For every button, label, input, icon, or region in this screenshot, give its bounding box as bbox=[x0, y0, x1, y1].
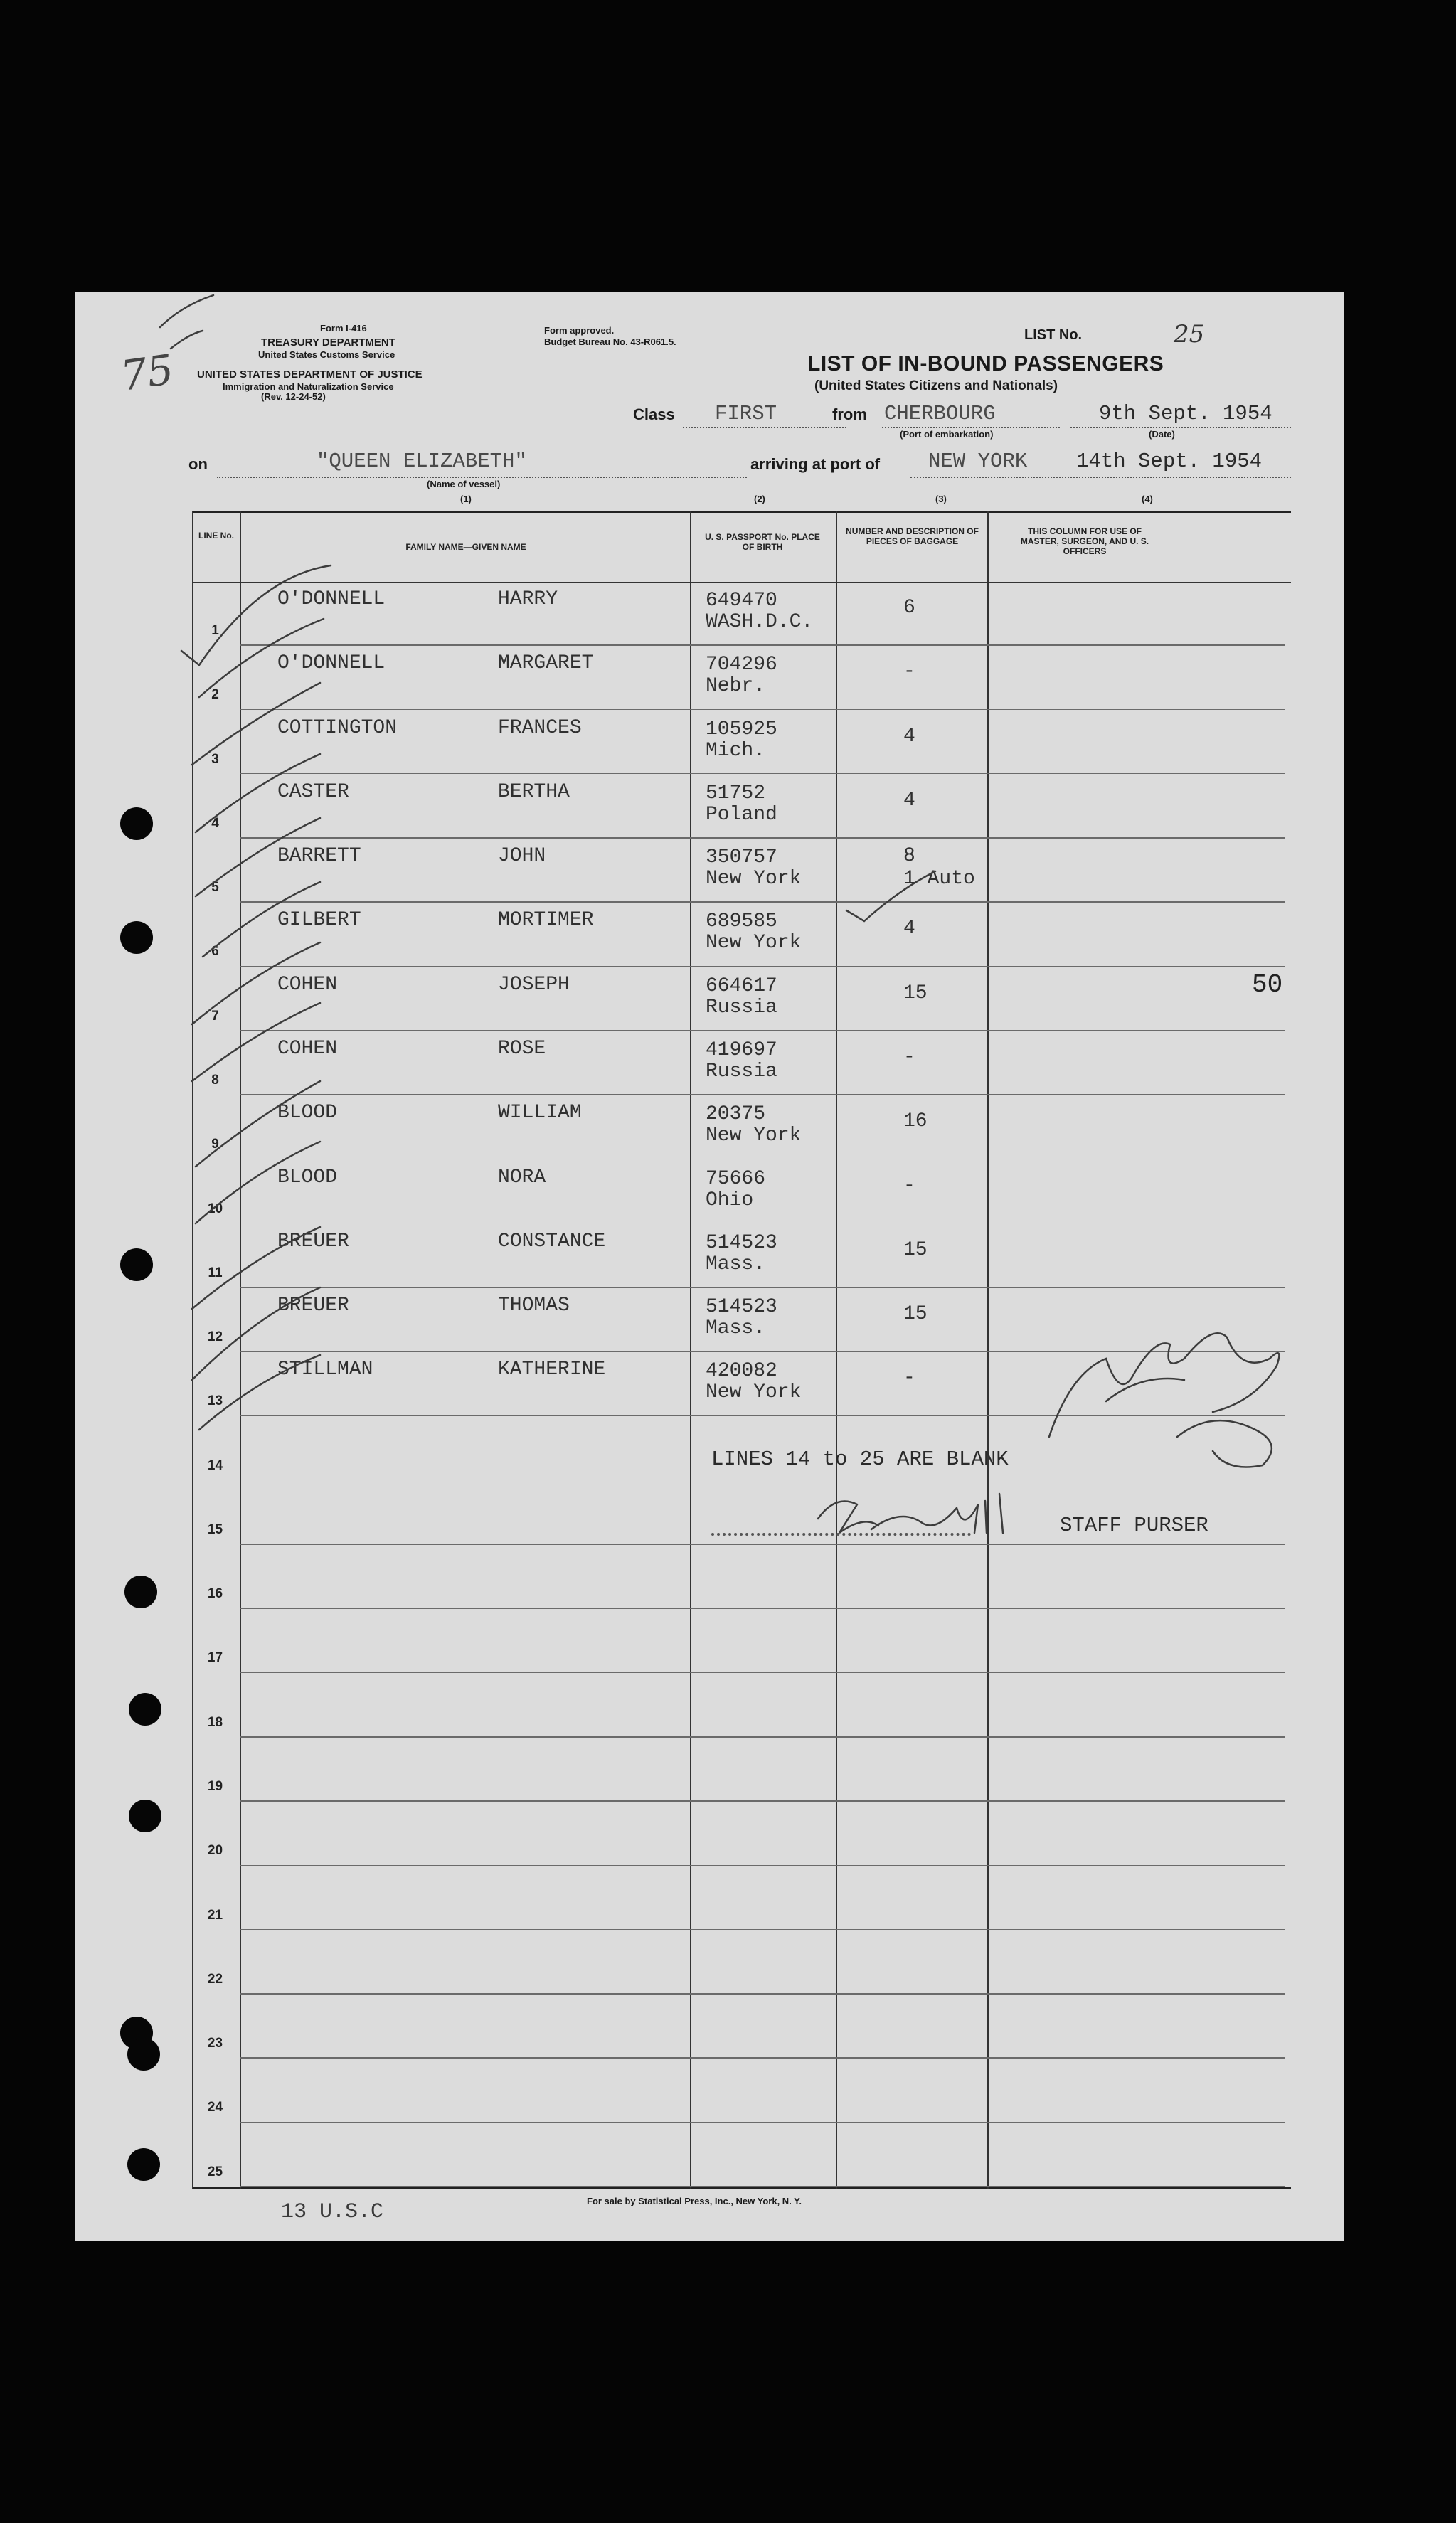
passport-number: 704296 bbox=[706, 654, 777, 676]
date-caption: (Date) bbox=[1149, 429, 1175, 440]
header-passport: U. S. PASSPORT No. PLACE OF BIRTH bbox=[705, 532, 820, 552]
line-number: 18 bbox=[207, 1714, 223, 1730]
check-mark bbox=[192, 1287, 320, 1380]
check-mark bbox=[192, 1003, 320, 1081]
line-number: 23 bbox=[207, 2036, 223, 2051]
baggage-count: 15 bbox=[903, 1238, 928, 1261]
baggage-count: 4 bbox=[903, 918, 915, 940]
class-value: FIRST bbox=[715, 402, 777, 425]
line-number: 2 bbox=[211, 687, 219, 703]
baggage-count: 4 bbox=[903, 725, 915, 748]
place-of-birth: Mass. bbox=[706, 1317, 766, 1340]
on-label: on bbox=[188, 455, 208, 473]
check-mark bbox=[181, 565, 331, 665]
family-name: COHEN bbox=[277, 973, 338, 996]
line-number: 7 bbox=[211, 1008, 219, 1024]
line-number: 8 bbox=[211, 1072, 219, 1088]
family-name: COHEN bbox=[277, 1037, 338, 1060]
baggage-count: 15 bbox=[903, 982, 928, 1004]
check-mark bbox=[199, 1355, 320, 1430]
line-number: 1 bbox=[211, 623, 219, 638]
column-number-3: (3) bbox=[935, 494, 947, 504]
place-of-birth: Mass. bbox=[706, 1253, 766, 1275]
check-mark bbox=[199, 619, 324, 697]
header-line-no: LINE No. bbox=[198, 531, 234, 541]
vessel-name: "QUEEN ELIZABETH" bbox=[317, 450, 527, 473]
family-name: BLOOD bbox=[277, 1102, 338, 1125]
check-mark bbox=[203, 882, 320, 957]
margin-mark: 75 bbox=[117, 345, 177, 400]
passport-number: 51752 bbox=[706, 782, 766, 804]
place-of-birth: New York bbox=[706, 1125, 802, 1147]
baggage-count: 16 bbox=[903, 1110, 928, 1133]
passport-number: 514523 bbox=[706, 1231, 777, 1254]
place-of-birth: New York bbox=[706, 868, 802, 891]
given-name: KATHERINE bbox=[498, 1359, 606, 1381]
passenger-list-form bbox=[75, 292, 1344, 2241]
form-subtitle: (United States Citizens and Nationals) bbox=[814, 378, 1058, 393]
treasury-dept: TREASURY DEPARTMENT bbox=[261, 336, 395, 349]
customs-service: United States Customs Service bbox=[258, 349, 395, 360]
line-number: 12 bbox=[207, 1329, 223, 1345]
passport-number: 514523 bbox=[706, 1296, 777, 1319]
header-name: FAMILY NAME—GIVEN NAME bbox=[405, 542, 526, 552]
family-name: BARRETT bbox=[277, 845, 361, 868]
family-name: CASTER bbox=[277, 780, 349, 803]
line-number: 24 bbox=[207, 2100, 223, 2115]
baggage-count: - bbox=[903, 661, 915, 684]
passport-number: 20375 bbox=[706, 1103, 766, 1126]
purser-signature bbox=[818, 1494, 1003, 1533]
line-number: 10 bbox=[207, 1201, 223, 1216]
line-number: 25 bbox=[207, 2164, 223, 2179]
passport-number: 105925 bbox=[706, 718, 777, 740]
list-number-label: LIST No. bbox=[1024, 327, 1083, 343]
check-mark bbox=[196, 1142, 320, 1223]
check-mark bbox=[846, 871, 935, 921]
line-number: 5 bbox=[211, 880, 219, 896]
budget-bureau: Budget Bureau No. 43-R061.5. bbox=[544, 336, 676, 347]
line-number: 4 bbox=[211, 815, 219, 831]
family-name: GILBERT bbox=[277, 909, 361, 932]
check-mark bbox=[196, 818, 320, 896]
doj-label: UNITED STATES DEPARTMENT OF JUSTICE bbox=[197, 368, 423, 381]
arrival-port: NEW YORK bbox=[928, 450, 1028, 473]
baggage-count: - bbox=[903, 1367, 915, 1390]
blank-lines-note: LINES 14 to 25 ARE BLANK bbox=[711, 1448, 1009, 1471]
given-name: WILLIAM bbox=[498, 1102, 582, 1125]
port-caption: (Port of embarkation) bbox=[900, 429, 994, 440]
footer-code: 13 U.S.C bbox=[281, 2200, 384, 2224]
line-number: 13 bbox=[207, 1393, 223, 1409]
family-name: O'DONNELL bbox=[277, 652, 386, 675]
family-name: COTTINGTON bbox=[277, 716, 398, 739]
check-mark bbox=[196, 754, 320, 832]
place-of-birth: WASH.D.C. bbox=[706, 611, 814, 633]
place-of-birth: New York bbox=[706, 932, 802, 955]
place-of-birth: Nebr. bbox=[706, 675, 766, 698]
baggage-count: - bbox=[903, 1174, 915, 1197]
place-of-birth: New York bbox=[706, 1381, 802, 1404]
inspector-signature bbox=[1049, 1333, 1279, 1467]
passport-number: 689585 bbox=[706, 910, 777, 933]
check-mark bbox=[196, 1081, 320, 1167]
passport-number: 350757 bbox=[706, 846, 777, 869]
baggage-count: 4 bbox=[903, 789, 915, 812]
printer-imprint: For sale by Statistical Press, Inc., New York, N. Y. bbox=[587, 2196, 802, 2206]
baggage-count: 6 bbox=[903, 597, 915, 619]
family-name: STILLMAN bbox=[277, 1359, 373, 1381]
list-number-value: 25 bbox=[1174, 320, 1205, 349]
given-name: JOHN bbox=[498, 845, 546, 868]
vessel-caption: (Name of vessel) bbox=[427, 479, 501, 489]
passport-number: 419697 bbox=[706, 1039, 777, 1061]
form-title: LIST OF IN-BOUND PASSENGERS bbox=[807, 352, 1164, 376]
from-label: from bbox=[832, 405, 867, 423]
baggage-count: 15 bbox=[903, 1303, 928, 1326]
passport-number: 649470 bbox=[706, 590, 777, 612]
line-number: 9 bbox=[211, 1137, 219, 1152]
baggage-count: - bbox=[903, 1046, 915, 1068]
passport-number: 664617 bbox=[706, 974, 777, 997]
revision-label: (Rev. 12-24-52) bbox=[261, 391, 326, 402]
embarkation-port: CHERBOURG bbox=[884, 402, 996, 425]
handwritten-marks bbox=[75, 292, 1344, 2241]
passport-number: 75666 bbox=[706, 1167, 766, 1190]
given-name: HARRY bbox=[498, 588, 558, 610]
line-number: 14 bbox=[207, 1457, 223, 1473]
ins-label: Immigration and Naturalization Service bbox=[223, 381, 394, 392]
given-name: CONSTANCE bbox=[498, 1230, 606, 1253]
given-name: ROSE bbox=[498, 1037, 546, 1060]
arrival-date: 14th Sept. 1954 bbox=[1076, 450, 1263, 473]
given-name: JOSEPH bbox=[498, 973, 570, 996]
given-name: MARGARET bbox=[498, 652, 594, 675]
given-name: THOMAS bbox=[498, 1295, 570, 1317]
form-approved: Form approved. bbox=[544, 325, 615, 336]
family-name: BREUER bbox=[277, 1295, 349, 1317]
line-number: 21 bbox=[207, 1907, 223, 1923]
officer-note: 50 bbox=[1252, 970, 1283, 999]
header-officers: THIS COLUMN FOR USE OF MASTER, SURGEON, AND U. S. OFFICERS bbox=[1020, 526, 1149, 556]
passport-number: 420082 bbox=[706, 1360, 777, 1383]
form-number: Form I-416 bbox=[320, 323, 367, 334]
line-number: 6 bbox=[211, 944, 219, 960]
line-number: 19 bbox=[207, 1779, 223, 1795]
column-number-2: (2) bbox=[754, 494, 765, 504]
given-name: FRANCES bbox=[498, 716, 582, 739]
given-name: NORA bbox=[498, 1166, 546, 1189]
class-label: Class bbox=[633, 405, 675, 423]
arriving-label: arriving at port of bbox=[750, 455, 881, 473]
place-of-birth: Russia bbox=[706, 996, 777, 1019]
line-number: 15 bbox=[207, 1521, 223, 1537]
given-name: BERTHA bbox=[498, 780, 570, 803]
departure-date: 9th Sept. 1954 bbox=[1099, 402, 1272, 425]
line-number: 3 bbox=[211, 751, 219, 767]
line-number: 17 bbox=[207, 1650, 223, 1666]
line-number: 22 bbox=[207, 1971, 223, 1987]
family-name: BREUER bbox=[277, 1230, 349, 1253]
header-baggage: NUMBER AND DESCRIPTION OF PIECES OF BAGGAGE bbox=[846, 526, 979, 546]
place-of-birth: Russia bbox=[706, 1060, 777, 1083]
margin-scribble bbox=[160, 295, 213, 349]
line-number: 20 bbox=[207, 1843, 223, 1859]
column-number-1: (1) bbox=[460, 494, 472, 504]
line-number: 11 bbox=[208, 1265, 223, 1280]
baggage-count: 8 bbox=[903, 845, 915, 868]
place-of-birth: Mich. bbox=[706, 739, 766, 762]
place-of-birth: Ohio bbox=[706, 1189, 754, 1211]
given-name: MORTIMER bbox=[498, 909, 594, 932]
staff-purser-label: STAFF PURSER bbox=[1060, 1514, 1208, 1537]
column-number-4: (4) bbox=[1142, 494, 1153, 504]
family-name: O'DONNELL bbox=[277, 588, 386, 610]
place-of-birth: Poland bbox=[706, 803, 777, 826]
line-number: 16 bbox=[207, 1586, 223, 1602]
baggage-extra: 1 Auto bbox=[903, 868, 975, 891]
family-name: BLOOD bbox=[277, 1166, 338, 1189]
check-mark bbox=[192, 683, 320, 765]
